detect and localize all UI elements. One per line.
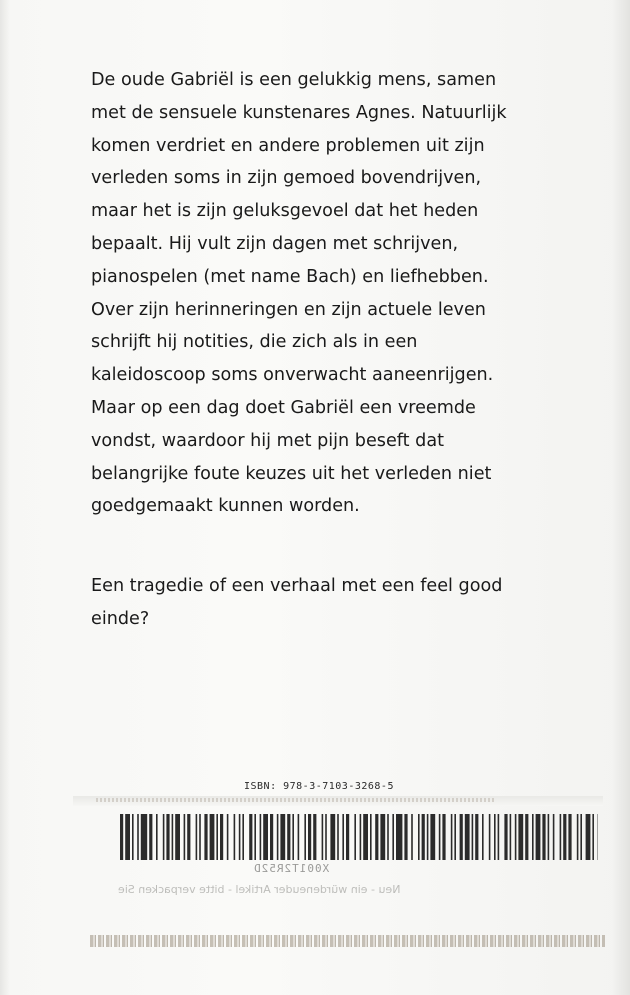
barcode-bar bbox=[120, 814, 123, 860]
barcode-bar bbox=[515, 814, 517, 860]
barcode-bar bbox=[234, 814, 236, 860]
barcode-bar bbox=[489, 814, 491, 860]
barcode-bar bbox=[396, 814, 402, 860]
barcode-bar bbox=[346, 814, 349, 860]
barcode-bar bbox=[141, 814, 147, 860]
barcode-bar bbox=[494, 814, 496, 860]
barcode-bar bbox=[387, 814, 389, 860]
barcode-bar bbox=[465, 814, 470, 860]
barcode-bar bbox=[482, 814, 484, 860]
isbn-label: ISBN: 978-3-7103-3268-5 bbox=[244, 781, 394, 792]
barcode-bar bbox=[342, 814, 344, 860]
barcode-bar bbox=[322, 814, 324, 860]
barcode-bar bbox=[439, 814, 441, 860]
barcode-bar bbox=[475, 814, 478, 860]
barcode-bar bbox=[532, 814, 534, 860]
barcode-bar bbox=[156, 814, 158, 860]
blurb-line: komen verdriet en andere problemen uit zijn bbox=[91, 135, 485, 156]
barcode-bar bbox=[430, 814, 435, 860]
barcode-bar bbox=[166, 814, 169, 860]
barcode-bar bbox=[254, 814, 256, 860]
barcode-bar bbox=[204, 814, 207, 860]
blurb-line: kaleidoscoop soms onverwacht aaneenrijgen. bbox=[91, 365, 494, 386]
barcode-bar bbox=[592, 814, 594, 860]
barcode-bar bbox=[277, 814, 279, 860]
barcode-bar bbox=[560, 814, 562, 860]
barcode-bar bbox=[380, 814, 385, 860]
barcode-bar bbox=[411, 814, 413, 860]
barcode-bar bbox=[580, 814, 582, 860]
barcode-bar bbox=[563, 814, 566, 860]
barcode-bar bbox=[330, 814, 335, 860]
barcode-bar bbox=[586, 814, 591, 860]
blurb-line: pianospelen (met name Bach) en liefhebben. bbox=[91, 266, 489, 287]
barcode-bar bbox=[137, 814, 139, 860]
barcode-bar bbox=[404, 814, 407, 860]
closing-question bbox=[91, 570, 531, 636]
barcode-bar bbox=[287, 814, 290, 860]
barcode-bar bbox=[125, 814, 130, 860]
barcode-bar bbox=[460, 814, 463, 860]
barcode-bar bbox=[187, 814, 190, 860]
barcode-bar bbox=[427, 814, 429, 860]
question-line: Een tragedie of een verhaal met een feel good bbox=[91, 576, 503, 596]
question-line: einde? bbox=[91, 608, 150, 629]
barcode-bar bbox=[227, 814, 229, 860]
barcode-bar bbox=[548, 814, 550, 860]
barcode-bar bbox=[199, 814, 201, 860]
barcode-bar bbox=[132, 814, 134, 860]
barcode-bar bbox=[292, 814, 294, 860]
barcode-bar bbox=[442, 814, 445, 860]
blurb-paragraph bbox=[91, 64, 531, 523]
barcode-bar bbox=[542, 814, 545, 860]
barcode-bar bbox=[175, 814, 180, 860]
blurb-line: vondst, waardoor hij met pijn beseft dat bbox=[91, 430, 445, 451]
barcode-bar bbox=[220, 814, 223, 860]
barcode-bar bbox=[568, 814, 571, 860]
blurb-line: De oude Gabriël is een gelukkig mens, samen bbox=[91, 70, 497, 90]
barcode-bar bbox=[472, 814, 474, 860]
barcode-bar bbox=[196, 814, 198, 860]
blurb-line: Maar op een dag doet Gabriël een vreemde bbox=[91, 397, 476, 418]
mirrored-code-text: X001T2R52D bbox=[253, 862, 330, 875]
barcode-bar bbox=[525, 814, 528, 860]
barcode-bar bbox=[184, 814, 186, 860]
barcode-bar bbox=[280, 814, 285, 860]
barcode-bar bbox=[172, 814, 174, 860]
barcode-bar bbox=[298, 814, 300, 860]
barcode-bar bbox=[270, 814, 273, 860]
barcode-bar bbox=[149, 814, 152, 860]
blurb-line: goedgemaakt kunnen worden. bbox=[91, 496, 360, 517]
barcode-bar bbox=[454, 814, 456, 860]
blurb-line: verleden soms in zijn gemoed bovendrijven, bbox=[91, 168, 482, 189]
blurb-line: bepaalt. Hij vult zijn dagen met schrijven, bbox=[91, 233, 459, 254]
barcode-bar bbox=[354, 814, 356, 860]
barcode-bar bbox=[263, 814, 268, 860]
barcode-bar bbox=[536, 814, 541, 860]
bottom-print-strip bbox=[90, 935, 605, 947]
blurb-line: schrijft hij notities, die zich als in een bbox=[91, 332, 418, 353]
barcode-bar bbox=[304, 814, 306, 860]
barcode-bar bbox=[360, 814, 362, 860]
barcode-bar bbox=[510, 814, 512, 860]
barcode-bar bbox=[451, 814, 453, 860]
blurb-line: Over zijn herinneringen en zijn actuele leven bbox=[91, 299, 486, 320]
barcode-bar bbox=[337, 814, 339, 860]
barcode-bar bbox=[325, 814, 327, 860]
sticker-print-noise bbox=[96, 798, 496, 802]
barcode-bar bbox=[308, 814, 311, 860]
mirrored-note-text: Neu - ein würdeneuder Artikel - bitte verpacken Sie bbox=[118, 883, 401, 896]
barcode-bar bbox=[313, 814, 316, 860]
barcode-bar bbox=[518, 814, 523, 860]
blurb-line: met de sensuele kunstenares Agnes. Natuurlijk bbox=[91, 102, 507, 123]
barcode-bar bbox=[363, 814, 368, 860]
barcode-bar bbox=[577, 814, 579, 860]
barcode-bar bbox=[242, 814, 244, 860]
barcode-bar bbox=[370, 814, 372, 860]
barcode-bar bbox=[392, 814, 394, 860]
plastic-wrap-right-edge bbox=[612, 0, 630, 995]
barcode-bar bbox=[504, 814, 507, 860]
barcode-bar bbox=[249, 814, 252, 860]
barcode-bar bbox=[239, 814, 241, 860]
barcode-bar bbox=[260, 814, 262, 860]
barcode-bar bbox=[210, 814, 215, 860]
blurb-line: maar het is zijn geluksgevoel dat het heden bbox=[91, 201, 479, 222]
barcode-bar bbox=[553, 814, 555, 860]
barcode-bar bbox=[163, 814, 165, 860]
barcode-bar bbox=[375, 814, 378, 860]
barcode-icon bbox=[120, 814, 598, 860]
plastic-wrap-left-edge bbox=[0, 0, 10, 995]
barcode-bar bbox=[418, 814, 420, 860]
barcode-bar bbox=[498, 814, 500, 860]
barcode-bar bbox=[422, 814, 425, 860]
blurb-line: belangrijke foute keuzes uit het verleden niet bbox=[91, 463, 492, 484]
barcode-bar bbox=[216, 814, 218, 860]
